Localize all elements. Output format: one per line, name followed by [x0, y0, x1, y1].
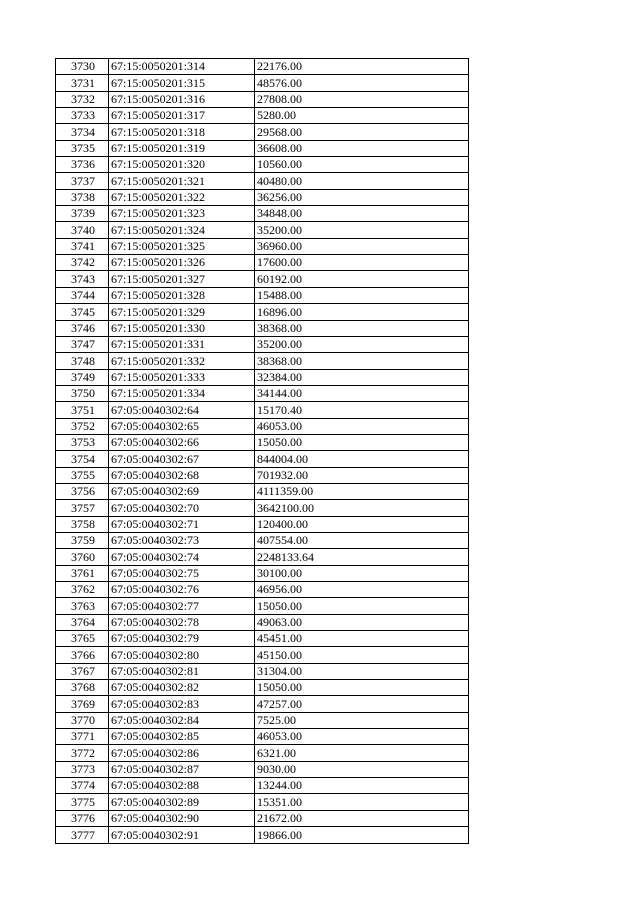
- table-row: [56, 467, 469, 483]
- table-row: [56, 336, 469, 352]
- cadastral-value-cell: 10560.00: [255, 157, 469, 173]
- cadastral-value-cell: 30100.00: [255, 565, 469, 581]
- table-row: [56, 451, 469, 467]
- table-row: [56, 173, 469, 189]
- cadastral-value-cell: 13244.00: [255, 778, 469, 794]
- cadastral-value-cell: 46956.00: [255, 582, 469, 598]
- row-number-cell: 3734: [56, 124, 109, 140]
- table-row: [56, 549, 469, 565]
- cadastral-number-cell: 67:05:0040302:76: [109, 582, 255, 598]
- cadastral-value-cell: 15351.00: [255, 794, 469, 810]
- row-number-cell: 3748: [56, 353, 109, 369]
- table-row: [56, 222, 469, 238]
- table-row: [56, 157, 469, 173]
- row-number-cell: 3736: [56, 157, 109, 173]
- cadastral-number-cell: 67:15:0050201:330: [109, 320, 255, 336]
- table-row: [56, 75, 469, 91]
- cadastral-number-cell: 67:05:0040302:65: [109, 418, 255, 434]
- cadastral-value-cell: 701932.00: [255, 467, 469, 483]
- row-number-cell: 3768: [56, 680, 109, 696]
- table-body: [56, 59, 469, 844]
- cadastral-value-cell: 120400.00: [255, 516, 469, 532]
- cadastral-value-cell: 17600.00: [255, 255, 469, 271]
- cadastral-number-cell: 67:15:0050201:327: [109, 271, 255, 287]
- row-number-cell: 3750: [56, 385, 109, 401]
- cadastral-number-cell: 67:05:0040302:88: [109, 778, 255, 794]
- cadastral-value-cell: 35200.00: [255, 222, 469, 238]
- cadastral-value-cell: 38368.00: [255, 353, 469, 369]
- cadastral-number-cell: 67:05:0040302:78: [109, 614, 255, 630]
- cadastral-value-cell: 16896.00: [255, 304, 469, 320]
- cadastral-number-cell: 67:15:0050201:326: [109, 255, 255, 271]
- cadastral-value-cell: 35200.00: [255, 336, 469, 352]
- cadastral-value-cell: 40480.00: [255, 173, 469, 189]
- cadastral-value-cell: 32384.00: [255, 369, 469, 385]
- cadastral-number-cell: 67:15:0050201:324: [109, 222, 255, 238]
- row-number-cell: 3735: [56, 140, 109, 156]
- cadastral-value-cell: 15488.00: [255, 287, 469, 303]
- cadastral-number-cell: 67:15:0050201:317: [109, 108, 255, 124]
- row-number-cell: 3760: [56, 549, 109, 565]
- row-number-cell: 3772: [56, 745, 109, 761]
- row-number-cell: 3743: [56, 271, 109, 287]
- cadastral-number-cell: 67:05:0040302:90: [109, 810, 255, 826]
- table-row: [56, 516, 469, 532]
- cadastral-number-cell: 67:05:0040302:66: [109, 434, 255, 450]
- row-number-cell: 3737: [56, 173, 109, 189]
- row-number-cell: 3751: [56, 402, 109, 418]
- cadastral-number-cell: 67:15:0050201:328: [109, 287, 255, 303]
- cadastral-value-cell: 29568.00: [255, 124, 469, 140]
- cadastral-value-cell: 47257.00: [255, 696, 469, 712]
- row-number-cell: 3732: [56, 91, 109, 107]
- row-number-cell: 3773: [56, 761, 109, 777]
- table-row: [56, 647, 469, 663]
- row-number-cell: 3758: [56, 516, 109, 532]
- cadastral-value-cell: 27808.00: [255, 91, 469, 107]
- cadastral-number-cell: 67:15:0050201:320: [109, 157, 255, 173]
- cadastral-value-cell: 36256.00: [255, 189, 469, 205]
- cadastral-number-cell: 67:15:0050201:325: [109, 238, 255, 254]
- cadastral-number-cell: 67:05:0040302:75: [109, 565, 255, 581]
- cadastral-number-cell: 67:05:0040302:82: [109, 680, 255, 696]
- table-row: [56, 631, 469, 647]
- table-row: [56, 598, 469, 614]
- row-number-cell: 3755: [56, 467, 109, 483]
- row-number-cell: 3740: [56, 222, 109, 238]
- cadastral-number-cell: 67:05:0040302:73: [109, 532, 255, 548]
- row-number-cell: 3770: [56, 712, 109, 728]
- table-row: [56, 124, 469, 140]
- cadastral-value-cell: 15050.00: [255, 434, 469, 450]
- cadastral-number-cell: 67:05:0040302:71: [109, 516, 255, 532]
- row-number-cell: 3764: [56, 614, 109, 630]
- cadastral-number-cell: 67:05:0040302:91: [109, 827, 255, 843]
- cadastral-value-cell: 407554.00: [255, 532, 469, 548]
- cadastral-value-cell: 60192.00: [255, 271, 469, 287]
- cadastral-value-cell: 19866.00: [255, 827, 469, 843]
- table-row: [56, 745, 469, 761]
- row-number-cell: 3752: [56, 418, 109, 434]
- table-row: [56, 238, 469, 254]
- row-number-cell: 3739: [56, 206, 109, 222]
- table-row: [56, 794, 469, 810]
- table-row: [56, 582, 469, 598]
- cadastral-value-cell: 49063.00: [255, 614, 469, 630]
- row-number-cell: 3749: [56, 369, 109, 385]
- table-row: [56, 140, 469, 156]
- cadastral-value-cell: 36608.00: [255, 140, 469, 156]
- table-row: [56, 271, 469, 287]
- row-number-cell: 3762: [56, 582, 109, 598]
- table-row: [56, 108, 469, 124]
- cadastral-value-cell: 46053.00: [255, 729, 469, 745]
- cadastral-number-cell: 67:05:0040302:86: [109, 745, 255, 761]
- table-row: [56, 729, 469, 745]
- table-row: [56, 402, 469, 418]
- table-row: [56, 565, 469, 581]
- table-row: [56, 369, 469, 385]
- table-row: [56, 614, 469, 630]
- cadastral-value-cell: 4111359.00: [255, 483, 469, 499]
- table-row: [56, 696, 469, 712]
- table-row: [56, 418, 469, 434]
- cadastral-number-cell: 67:05:0040302:89: [109, 794, 255, 810]
- cadastral-number-cell: 67:15:0050201:322: [109, 189, 255, 205]
- cadastral-value-cell: 3642100.00: [255, 500, 469, 516]
- cadastral-value-cell: 34144.00: [255, 385, 469, 401]
- cadastral-number-cell: 67:05:0040302:68: [109, 467, 255, 483]
- cadastral-number-cell: 67:15:0050201:321: [109, 173, 255, 189]
- cadastral-number-cell: 67:05:0040302:69: [109, 483, 255, 499]
- cadastral-number-cell: 67:15:0050201:334: [109, 385, 255, 401]
- row-number-cell: 3741: [56, 238, 109, 254]
- table-row: [56, 255, 469, 271]
- row-number-cell: 3769: [56, 696, 109, 712]
- cadastral-number-cell: 67:15:0050201:333: [109, 369, 255, 385]
- table-row: [56, 59, 469, 75]
- table-row: [56, 761, 469, 777]
- table-row: [56, 810, 469, 826]
- cadastral-number-cell: 67:15:0050201:331: [109, 336, 255, 352]
- row-number-cell: 3753: [56, 434, 109, 450]
- row-number-cell: 3777: [56, 827, 109, 843]
- row-number-cell: 3765: [56, 631, 109, 647]
- cadastral-number-cell: 67:05:0040302:64: [109, 402, 255, 418]
- cadastral-number-cell: 67:05:0040302:87: [109, 761, 255, 777]
- cadastral-value-cell: 844004.00: [255, 451, 469, 467]
- table-row: [56, 320, 469, 336]
- table-row: [56, 712, 469, 728]
- table-row: [56, 287, 469, 303]
- cadastral-number-cell: 67:05:0040302:80: [109, 647, 255, 663]
- cadastral-number-cell: 67:05:0040302:81: [109, 663, 255, 679]
- cadastral-value-cell: 15050.00: [255, 598, 469, 614]
- table-row: [56, 353, 469, 369]
- cadastral-number-cell: 67:05:0040302:74: [109, 549, 255, 565]
- row-number-cell: 3763: [56, 598, 109, 614]
- row-number-cell: 3738: [56, 189, 109, 205]
- cadastral-number-cell: 67:15:0050201:316: [109, 91, 255, 107]
- row-number-cell: 3767: [56, 663, 109, 679]
- cadastral-value-cell: 15050.00: [255, 680, 469, 696]
- cadastral-number-cell: 67:05:0040302:83: [109, 696, 255, 712]
- cadastral-value-cell: 34848.00: [255, 206, 469, 222]
- cadastral-number-cell: 67:15:0050201:314: [109, 59, 255, 75]
- table-row: [56, 304, 469, 320]
- cadastral-value-cell: 5280.00: [255, 108, 469, 124]
- cadastral-value-cell: 7525.00: [255, 712, 469, 728]
- cadastral-value-cell: 21672.00: [255, 810, 469, 826]
- cadastral-value-cell: 38368.00: [255, 320, 469, 336]
- cadastral-number-cell: 67:05:0040302:79: [109, 631, 255, 647]
- table-row: [56, 189, 469, 205]
- table-row: [56, 532, 469, 548]
- row-number-cell: 3759: [56, 532, 109, 548]
- cadastral-number-cell: 67:15:0050201:332: [109, 353, 255, 369]
- cadastral-number-cell: 67:15:0050201:319: [109, 140, 255, 156]
- row-number-cell: 3771: [56, 729, 109, 745]
- row-number-cell: 3742: [56, 255, 109, 271]
- row-number-cell: 3731: [56, 75, 109, 91]
- cadastral-value-cell: 6321.00: [255, 745, 469, 761]
- cadastral-number-cell: 67:15:0050201:318: [109, 124, 255, 140]
- row-number-cell: 3757: [56, 500, 109, 516]
- row-number-cell: 3744: [56, 287, 109, 303]
- cadastral-value-cell: 46053.00: [255, 418, 469, 434]
- cadastral-number-cell: 67:05:0040302:85: [109, 729, 255, 745]
- cadastral-number-cell: 67:15:0050201:329: [109, 304, 255, 320]
- row-number-cell: 3730: [56, 59, 109, 75]
- row-number-cell: 3746: [56, 320, 109, 336]
- table-row: [56, 206, 469, 222]
- row-number-cell: 3774: [56, 778, 109, 794]
- row-number-cell: 3776: [56, 810, 109, 826]
- cadastral-number-cell: 67:05:0040302:67: [109, 451, 255, 467]
- cadastral-number-cell: 67:05:0040302:70: [109, 500, 255, 516]
- cadastral-value-cell: 9030.00: [255, 761, 469, 777]
- cadastral-value-cell: 22176.00: [255, 59, 469, 75]
- row-number-cell: 3745: [56, 304, 109, 320]
- cadastral-value-cell: 31304.00: [255, 663, 469, 679]
- cadastral-value-cell: 2248133.64: [255, 549, 469, 565]
- table-row: [56, 483, 469, 499]
- table-row: [56, 91, 469, 107]
- cadastral-number-cell: 67:15:0050201:323: [109, 206, 255, 222]
- cadastral-number-cell: 67:05:0040302:77: [109, 598, 255, 614]
- row-number-cell: 3733: [56, 108, 109, 124]
- cadastral-value-cell: 45451.00: [255, 631, 469, 647]
- row-number-cell: 3766: [56, 647, 109, 663]
- cadastral-value-cell: 36960.00: [255, 238, 469, 254]
- cadastral-value-table: [55, 58, 469, 844]
- row-number-cell: 3754: [56, 451, 109, 467]
- table-row: [56, 778, 469, 794]
- row-number-cell: 3756: [56, 483, 109, 499]
- row-number-cell: 3775: [56, 794, 109, 810]
- table-row: [56, 663, 469, 679]
- cadastral-number-cell: 67:15:0050201:315: [109, 75, 255, 91]
- cadastral-number-cell: 67:05:0040302:84: [109, 712, 255, 728]
- table-row: [56, 500, 469, 516]
- table-row: [56, 434, 469, 450]
- table-row: [56, 827, 469, 843]
- row-number-cell: 3761: [56, 565, 109, 581]
- cadastral-value-cell: 48576.00: [255, 75, 469, 91]
- table-row: [56, 385, 469, 401]
- table-row: [56, 680, 469, 696]
- cadastral-value-cell: 15170.40: [255, 402, 469, 418]
- row-number-cell: 3747: [56, 336, 109, 352]
- cadastral-value-cell: 45150.00: [255, 647, 469, 663]
